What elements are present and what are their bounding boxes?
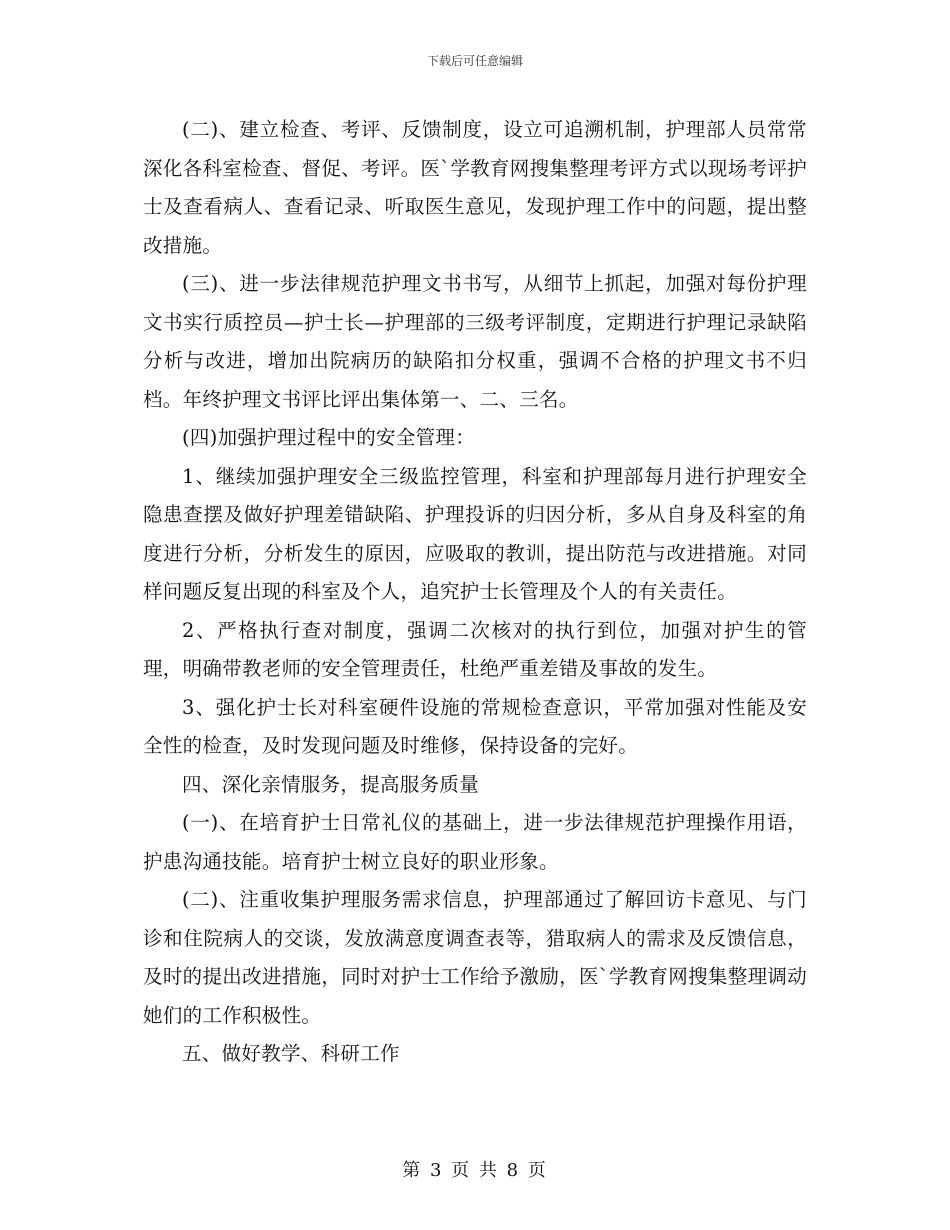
section-heading-service: 四、深化亲情服务，提高服务质量: [182, 772, 480, 796]
paragraph-nursing-documents: (三)、进一步法律规范护理文书书写，从细节上抓起，加强对每份护理文书实行质控员—护士长—护理部的三级考评制度，定期进行护理记录缺陷分析与改进，增加出院病历的缺陷扣分权重，强调不合格的护理文书不归档。年终护理文书评比评出集体第一、二、三名。: [143, 272, 807, 411]
paragraph-etiquette: (一)、在培育护士日常礼仪的基础上，进一步法律规范护理操作用语，护患沟通技能。培育护士树立良好的职业形象。: [143, 811, 807, 873]
paragraph-feedback: (二)、注重收集护理服务需求信息，护理部通过了解回访卡意见、与门诊和住院病人的交谈，发放满意度调查表等，猎取病人的需求及反馈信息，及时的提出改进措施，同时对护士工作给予激励，医`学教育网搜集整理调动她们的工作积极性。: [143, 888, 807, 1027]
document-body: [143, 111, 807, 1074]
page-header: 下载后可任意编辑: [426, 54, 523, 68]
paragraph-safety-item-3: 3、强化护士长对科室硬件设施的常规检查意识，平常加强对性能及安全性的检查，及时发现问题及时维修，保持设备的完好。: [143, 695, 807, 757]
section-heading-teaching: 五、做好教学、科研工作: [182, 1042, 400, 1065]
page-number-footer: 第 3 页 共 8 页: [402, 1160, 548, 1181]
paragraph-safety-item-1: 1、继续加强护理安全三级监控管理，科室和护理部每月进行护理安全隐患查摆及做好护理差错缺陷、护理投诉的归因分析，多从自身及科室的角度进行分析，分析发生的原因，应吸取的教训，提出防范与改进措施。对同样问题反复出现的科室及个人，追究护士长管理及个人的有关责任。: [143, 464, 807, 603]
paragraph-safety-heading: (四)加强护理过程中的安全管理：: [182, 426, 476, 449]
paragraph-inspection-system: (二)、建立检查、考评、反馈制度，设立可追溯机制，护理部人员常常深化各科室检查、督促、考评。医`学教育网搜集整理考评方式以现场考评护士及查看病人、查看记录、听取医生意见，发现护理工作中的问题，提出整改措施。: [143, 118, 807, 257]
paragraph-safety-item-2: 2、严格执行查对制度，强调二次核对的执行到位，加强对护生的管理，明确带教老师的安全管理责任，杜绝严重差错及事故的发生。: [143, 618, 807, 680]
